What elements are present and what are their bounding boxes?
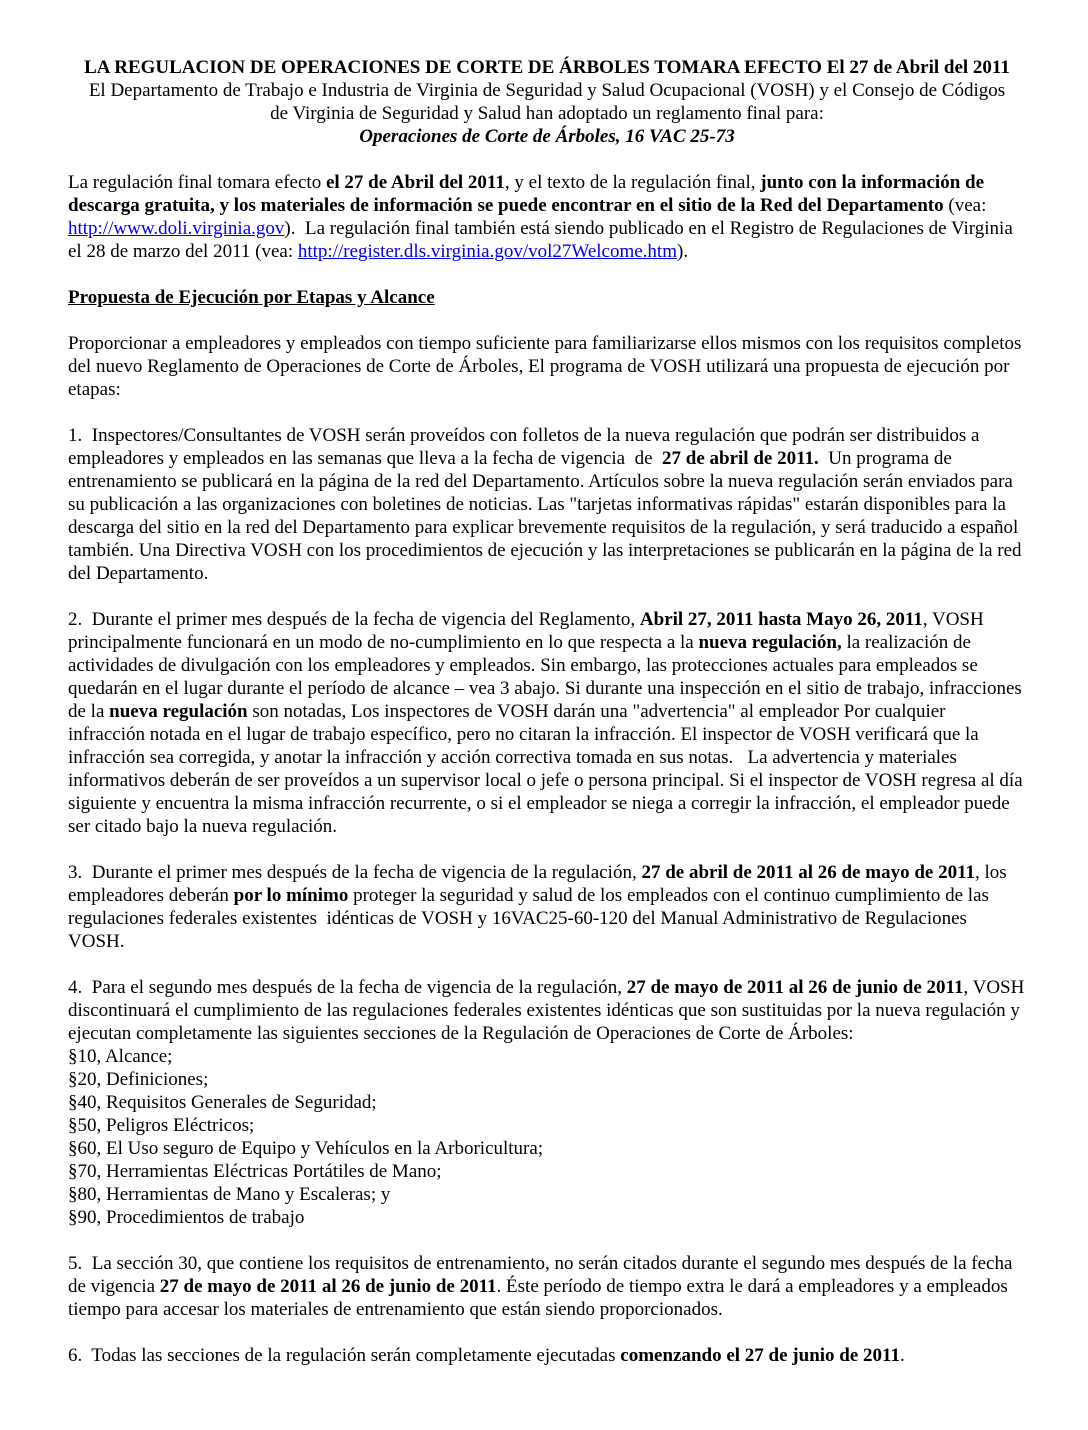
regulation-section-line: §20, Definiciones;	[68, 1069, 209, 1090]
text-run: 27 de mayo de 2011 al 26 de junio de 2011	[159, 1276, 497, 1297]
regulation-section-line: §50, Peligros Eléctricos;	[68, 1115, 255, 1136]
phase-item-4	[68, 976, 1030, 1045]
text-run: ).	[677, 241, 689, 262]
text-run: nueva regulación,	[698, 632, 842, 653]
text-run: . Éste período de tiempo extra le dará a empleadores y a empleados tiempo para accesar los materiales de entrenamiento que están siendo proporcionados.	[68, 1276, 1013, 1320]
text-run: ). La regulación final también está siendo publicado en el Registro de Regulaciones de Virginia el 28 de marzo del 2011 (vea:	[68, 218, 1018, 262]
virginia-register-link[interactable]: http://register.dls.virginia.gov/vol27Welcome.htm	[297, 241, 677, 262]
regulation-section-line: §60, El Uso seguro de Equipo y Vehículos en la Arboricultura;	[68, 1138, 544, 1159]
text-run: 2. Durante el primer mes después de la fecha de vigencia del Reglamento,	[68, 609, 640, 630]
text-run: 1. Inspectores/Consultantes de VOSH serán proveídos con folletos de la nueva regulación que podrán ser distribuidos a empleadores y empleados en las semanas que lleva a la fecha de vigencia de	[68, 425, 985, 469]
text-run: comenzando el 27 de junio de 2011	[620, 1345, 900, 1366]
text-run: Abril 27, 2011 hasta Mayo 26, 2011	[639, 609, 923, 630]
section-intro-paragraph: Proporcionar a empleadores y empleados con tiempo suficiente para familiarizarse ellos mismos con los requisitos completos del nuevo Reglamento de Operaciones de Corte de Árboles, El programa de VOSH utilizará una propuesta de ejecución por etapas:	[68, 333, 1027, 400]
text-run: 3. Durante el primer mes después de la fecha de vigencia de la regulación,	[68, 862, 642, 883]
text-run: , VOSH principalmente funcionará en un modo de no-cumplimiento en lo que respecta a la	[68, 609, 989, 653]
text-run: 5. La sección 30, que contiene los requisitos de entrenamiento, no serán citados durante el segundo mes después de la fecha de vigencia	[68, 1253, 1018, 1297]
phase-item-2	[68, 608, 1026, 838]
document-subtitle-line-1: El Departamento de Trabajo e Industria de Virginia de Seguridad y Salud Ocupacional (VOSH) y el Consejo de Códigos	[88, 80, 1006, 101]
text-run: , VOSH discontinuará el cumplimiento de las regulaciones federales existentes idénticas que son sustituidas por la nueva regulación y ejecutan completamente las siguientes secciones de la Regulación de Operaciones de Corte de Árboles:	[68, 977, 1030, 1044]
text-run: (vea:	[943, 195, 992, 216]
regulation-title: Operaciones de Corte de Árboles, 16 VAC 25-73	[359, 126, 735, 147]
phase-item-1	[68, 424, 1026, 585]
section-heading: Propuesta de Ejecución por Etapas y Alcance	[68, 287, 435, 308]
regulation-section-line: §80, Herramientas de Mano y Escaleras; y	[68, 1184, 391, 1205]
text-run: junto con la información de descarga gratuita, y los materiales de información se puede encontrar en el sitio de la Red del Departamento	[68, 172, 989, 216]
doli-website-link[interactable]: http://www.doli.virginia.gov	[68, 218, 285, 239]
text-run: 4. Para el segundo mes después de la fecha de vigencia de la regulación,	[68, 977, 627, 998]
text-run: 6. Todas las secciones de la regulación serán completamente ejecutadas	[68, 1345, 621, 1366]
regulation-section-line: §70, Herramientas Eléctricas Portátiles de Mano;	[68, 1161, 442, 1182]
phase-item-6	[68, 1344, 1026, 1367]
text-run: la realización de actividades de divulgación con los empleadores y empleados. Sin embargo, las protecciones actuales para empleados se quedarán en el lugar durante el período de alcance – vea 3 abajo. Si durante una inspección en el sitio de trabajo, infracciones de la	[68, 632, 1027, 722]
text-run: nueva regulación	[109, 701, 248, 722]
text-run: el 27 de Abril del 2011	[325, 172, 505, 193]
text-run: 27 de abril de 2011.	[662, 448, 819, 469]
text-run: 27 de abril de 2011 al 26 de mayo de 2011	[641, 862, 976, 883]
text-run: por lo mínimo	[233, 885, 349, 906]
text-run: La regulación final tomara efecto	[68, 172, 326, 193]
regulation-sections-list	[68, 1045, 1026, 1229]
document-subtitle-line-2: de Virginia de Seguridad y Salud han adoptado un reglamento final para:	[270, 103, 824, 124]
document-title: LA REGULACION DE OPERACIONES DE CORTE DE ÁRBOLES TOMARA EFECTO El 27 de Abril del 2011	[84, 57, 1010, 78]
text-run: , y el texto de la regulación final,	[504, 172, 761, 193]
intro-paragraph	[68, 171, 1026, 263]
text-run: , los empleadores deberán	[68, 862, 1012, 906]
text-run: .	[900, 1345, 905, 1366]
text-run: proteger la seguridad y salud de los empleados con el continuo cumplimiento de las regulaciones federales existentes idénticas de VOSH y 16VAC25-60-120 del Manual Administrativo de Regulaciones VOSH.	[68, 885, 994, 952]
phase-item-3	[68, 861, 1026, 953]
regulation-section-line: §10, Alcance;	[68, 1046, 173, 1067]
regulation-section-line: §40, Requisitos Generales de Seguridad;	[68, 1092, 377, 1113]
text-run: Un programa de entrenamiento se publicará en la página de la red del Departamento. Artículos sobre la nueva regulación serán enviados para su publicación a las organizaciones con boletines de noticias. Las "tarjetas informativas rápidas" estarán disponibles para la descarga del sitio en la red del Departamento para explicar brevemente requisitos de la regulación, y será traducido a español también. Una Directiva VOSH con los procedimientos de ejecución y las interpretaciones se publicarán en la página de la red del Departamento.	[68, 448, 1027, 584]
text-run: 27 de mayo de 2011 al 26 de junio de 2011	[626, 977, 964, 998]
text-run: son notadas, Los inspectores de VOSH darán una "advertencia" al empleador Por cualquier infracción notada en el lugar de trabajo específico, pero no citaran la infracción. El inspector de VOSH verificará que la infracción sea corregida, y anotar la infracción y acción correctiva tomada en sus notas. La advertencia y materiales informativos deberán de ser proveídos a un supervisor local o jefe o persona principal. Si el inspector de VOSH regresa al día siguiente y encuentra la misma infracción recurrente, o si el empleador se niega a corregir la infracción, el empleador puede ser citado bajo la nueva regulación.	[68, 701, 1028, 837]
phase-item-5	[68, 1252, 1026, 1321]
regulation-section-line: §90, Procedimientos de trabajo	[68, 1207, 305, 1228]
